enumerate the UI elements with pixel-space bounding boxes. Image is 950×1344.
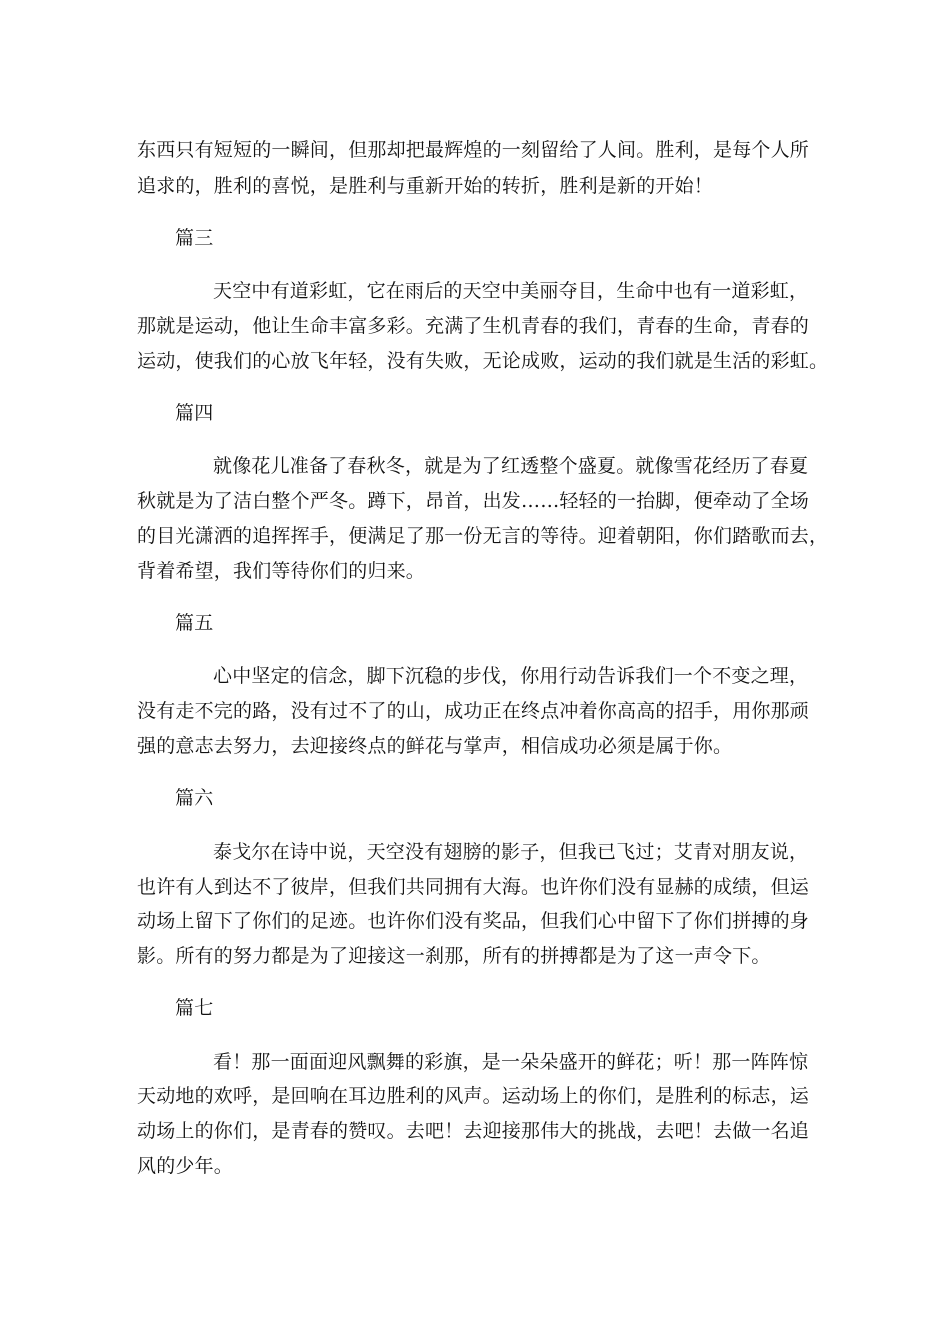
section-heading-6: 篇六: [175, 787, 214, 809]
paragraph-line: 那就是运动，他让生命丰富多彩。充满了生机青春的我们，青春的生命，青春的: [137, 315, 810, 337]
paragraph-line: 背着希望，我们等待你们的归来。: [137, 560, 426, 582]
paragraph-line: 的目光潇洒的追挥挥手，便满足了那一份无言的等待。迎着朝阳，你们踏歌而去，: [137, 525, 829, 547]
paragraph-line: 看！那一面面迎风飘舞的彩旗，是一朵朵盛开的鲜花；听！那一阵阵惊: [213, 1051, 809, 1073]
paragraph-line: 强的意志去努力，去迎接终点的鲜花与掌声，相信成功必须是属于你。: [137, 735, 733, 757]
section-heading-7: 篇七: [175, 997, 214, 1019]
section-heading-3: 篇三: [175, 227, 214, 249]
paragraph-line: 风的少年。: [137, 1155, 234, 1177]
paragraph-line: 动场上的你们，是青春的赞叹。去吧！去迎接那伟大的挑战，去吧！去做一名追: [137, 1120, 810, 1142]
section-heading-4: 篇四: [175, 402, 214, 424]
paragraph-line: 天空中有道彩虹，它在雨后的天空中美丽夺目，生命中也有一道彩虹，: [213, 280, 809, 302]
intro-line-2: 追求的，胜利的喜悦，是胜利与重新开始的转折，胜利是新的开始！: [137, 175, 714, 197]
paragraph-line: 泰戈尔在诗中说，天空没有翅膀的影子，但我已飞过；艾青对朋友说，: [213, 841, 809, 863]
paragraph-line: 动场上留下了你们的足迹。也许你们没有奖品，但我们心中留下了你们拼搏的身: [137, 910, 810, 932]
paragraph-line: 运动，使我们的心放飞年轻，没有失败，无论成败，运动的我们就是生活的彩虹。: [137, 350, 829, 372]
paragraph-line: 秋就是为了洁白整个严冬。蹲下，昂首，出发……轻轻的一抬脚，便牵动了全场: [137, 490, 810, 512]
paragraph-line: 也许有人到达不了彼岸，但我们共同拥有大海。也许你们没有显赫的成绩，但运: [137, 876, 810, 898]
section-heading-5: 篇五: [175, 612, 214, 634]
intro-line-1: 东西只有短短的一瞬间，但那却把最辉煌的一刻留给了人间。胜利，是每个人所: [137, 139, 810, 161]
paragraph-line: 心中坚定的信念，脚下沉稳的步伐，你用行动告诉我们一个不变之理，: [213, 665, 809, 687]
paragraph-line: 就像花儿准备了春秋冬，就是为了红透整个盛夏。就像雪花经历了春夏: [213, 455, 809, 477]
paragraph-line: 没有走不完的路，没有过不了的山，成功正在终点冲着你高高的招手，用你那顽: [137, 700, 810, 722]
paragraph-line: 天动地的欢呼，是回响在耳边胜利的风声。运动场上的你们，是胜利的标志，运: [137, 1085, 810, 1107]
paragraph-line: 影。所有的努力都是为了迎接这一刹那，所有的拼搏都是为了这一声令下。: [137, 945, 771, 967]
